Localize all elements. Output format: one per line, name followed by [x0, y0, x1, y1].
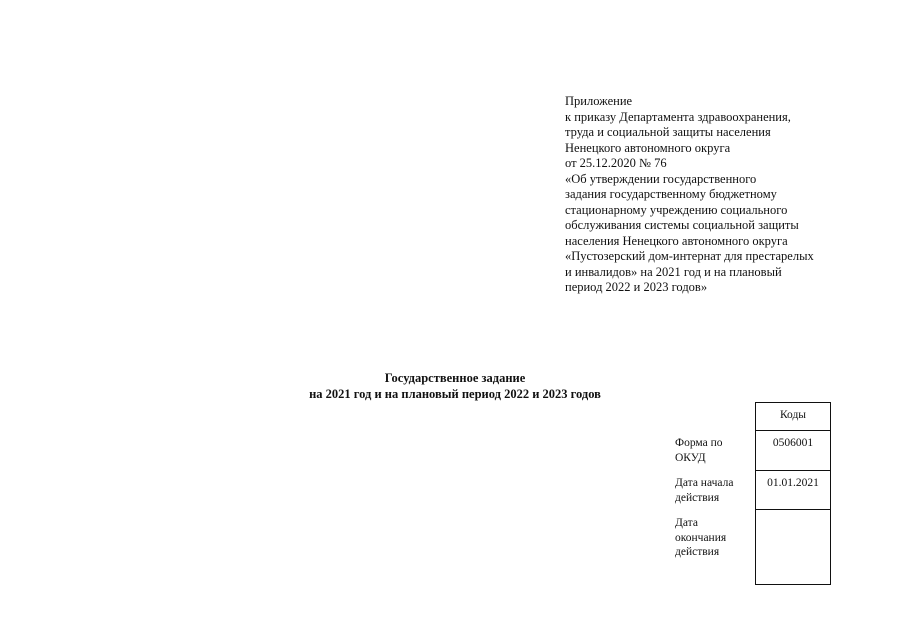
appendix-line: и инвалидов» на 2021 год и на плановый — [565, 264, 782, 279]
appendix-block — [565, 94, 865, 296]
label-line: действия — [675, 546, 720, 558]
codes-header: Коды — [779, 409, 807, 421]
document-title-line-2: на 2021 год и на плановый период 2022 и 2023 годов — [309, 387, 601, 401]
appendix-line: обслуживания системы социальной защиты — [565, 218, 799, 232]
appendix-line: задания государственному бюджетному — [565, 187, 777, 201]
appendix-line: Приложение — [565, 94, 633, 108]
end-date-label — [675, 516, 753, 560]
document-title — [250, 370, 660, 402]
appendix-line: период 2022 и 2023 годов» — [565, 280, 708, 294]
appendix-line: Ненецкого автономного округа — [565, 140, 731, 155]
appendix-line: труда и социальной защиты населения — [565, 125, 771, 139]
label-line: ОКУД — [675, 451, 706, 464]
appendix-line: «Об утверждении государственного — [565, 171, 757, 186]
label-line: Форма по — [675, 437, 723, 449]
appendix-line: к приказу Департамента здравоохранения, — [565, 109, 791, 124]
label-line: действия — [675, 491, 720, 504]
appendix-line: от 25.12.2020 № 76 — [565, 156, 667, 170]
appendix-line: «Пустозерский дом-интернат для престарелых — [565, 249, 814, 263]
codes-table — [755, 402, 831, 585]
label-line: окончания — [675, 531, 727, 544]
label-line: Дата начала — [675, 477, 734, 489]
start-date-cell: 01.01.2021 — [756, 470, 830, 509]
okud-form-label — [675, 436, 753, 465]
end-date-cell — [756, 509, 830, 584]
label-line: Дата — [675, 517, 698, 529]
start-date-label — [675, 476, 753, 505]
document-title-line-1: Государственное задание — [384, 371, 526, 385]
appendix-line: населения Ненецкого автономного округа — [565, 233, 788, 248]
appendix-line: стационарному учреждению социального — [565, 202, 788, 217]
okud-code-cell: 0506001 — [756, 430, 830, 470]
